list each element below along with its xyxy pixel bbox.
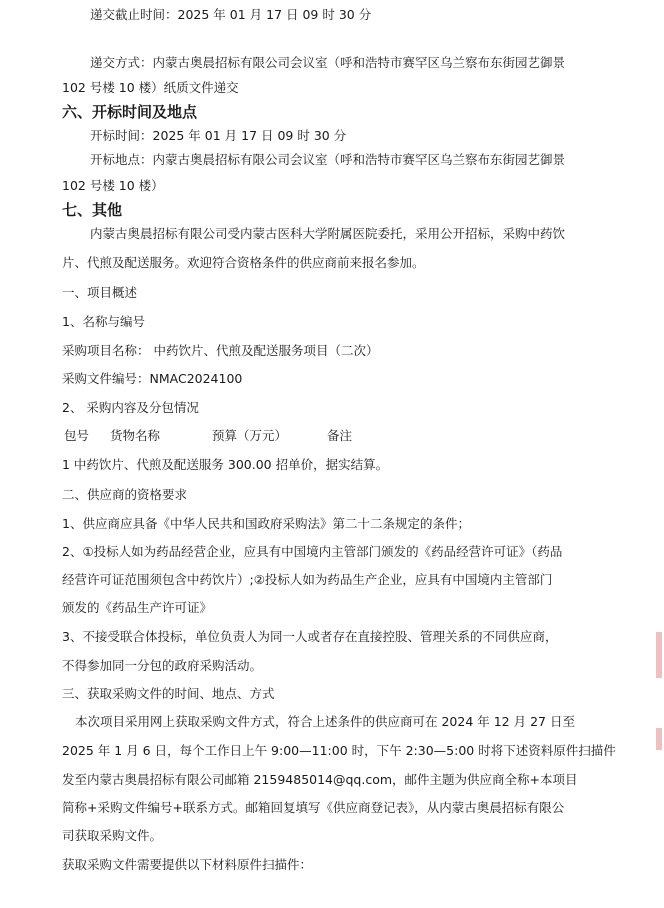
text-line: 不得参加同一分包的政府采购活动。 bbox=[62, 658, 263, 673]
text-line: 经营许可证范围须包含中药饮片）;②投标人如为药品生产企业，应具有中国境内主管部门 bbox=[62, 572, 553, 587]
seal-edge bbox=[656, 728, 662, 750]
table-row: 1 中药饮片、代煎及配送服务 300.00 招单价，据实结算。 bbox=[62, 457, 389, 472]
project-number: 采购文件编号：NMAC2024100 bbox=[62, 371, 243, 386]
project-name: 采购项目名称： 中药饮片、代煎及配送服务项目（二次） bbox=[62, 343, 379, 358]
subsection-heading: 一、项目概述 bbox=[62, 285, 138, 300]
text-line: 简称+采购文件编号+联系方式。邮箱回复填写《供应商登记表》，从内蒙古奥晨招标有限公 bbox=[62, 800, 565, 815]
text-line: 递交方式：内蒙古奥晨招标有限公司会议室（呼和浩特市赛罕区乌兰察布东街园艺御景 bbox=[90, 55, 566, 70]
text-line: 3、不接受联合体投标，单位负责人为同一人或者存在直接控股、管理关系的不同供应商， bbox=[62, 629, 558, 644]
seal-edge bbox=[656, 632, 662, 678]
text-line: 内蒙古奥晨招标有限公司受内蒙古医科大学附属医院委托，采用公开招标，采购中药饮 bbox=[90, 226, 566, 241]
text-line: 发至内蒙古奥晨招标有限公司邮箱 2159485014@qq.com，邮件主题为供应商全称+本项目 bbox=[62, 772, 578, 787]
text-line: 开标时间：2025 年 01 月 17 日 09 时 30 分 bbox=[90, 128, 347, 143]
text-line: 司获取采购文件。 bbox=[62, 828, 163, 843]
text-line: 开标地点：内蒙古奥晨招标有限公司会议室（呼和浩特市赛罕区乌兰察布东街园艺御景 bbox=[90, 152, 566, 167]
text-line: 本次项目采用网上获取采购文件方式，符合上述条件的供应商可在 2024 年 12 月 27 日至 bbox=[75, 714, 575, 729]
subsection-heading: 三、获取采购文件的时间、地点、方式 bbox=[62, 686, 275, 701]
text-line: 获取采购文件需要提供以下材料原件扫描件： bbox=[62, 857, 313, 872]
text-line: 片、代煎及配送服务。欢迎符合资格条件的供应商前来报名参加。 bbox=[62, 255, 425, 270]
text-line: 1、供应商应具备《中华人民共和国政府采购法》第二十二条规定的条件； bbox=[62, 516, 470, 531]
section-heading: 六、开标时间及地点 bbox=[62, 103, 198, 121]
subsection-heading: 2、 采购内容及分包情况 bbox=[62, 400, 199, 415]
text-line: 颁发的《药品生产许可证》 bbox=[62, 600, 213, 615]
subsection-heading: 二、供应商的资格要求 bbox=[62, 487, 188, 502]
text-line: 2、①投标人如为药品经营企业，应具有中国境内主管部门颁发的《药品经营许可证》（药品 bbox=[62, 544, 563, 559]
text-line: 102 号楼 10 楼） bbox=[62, 178, 164, 193]
table-header-package: 包号 bbox=[64, 428, 90, 443]
table-header-budget: 预算（万元） bbox=[212, 428, 288, 443]
text-line: 102 号楼 10 楼）纸质文件递交 bbox=[62, 80, 239, 95]
table-header-goods: 货物名称 bbox=[110, 428, 161, 443]
text-line: 递交截止时间：2025 年 01 月 17 日 09 时 30 分 bbox=[90, 7, 372, 22]
section-heading: 七、其他 bbox=[62, 201, 123, 219]
table-header-note: 备注 bbox=[327, 428, 353, 443]
text-line: 2025 年 1 月 6 日，每个工作日上午 9:00—11:00 时，下午 2:30—5:00 时将下述资料原件扫描件 bbox=[62, 743, 616, 758]
subsection-heading: 1、名称与编号 bbox=[62, 314, 145, 329]
